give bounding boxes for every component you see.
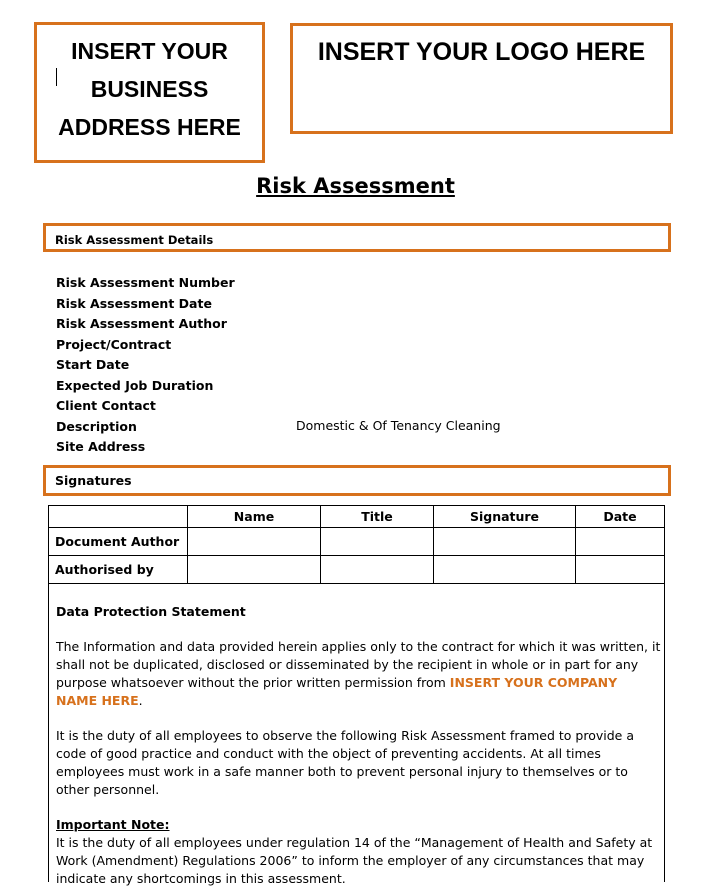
company-name-placeholder: INSERT YOUR COMPANY NAME HERE xyxy=(56,675,618,708)
details-field-list xyxy=(56,273,235,458)
important-note-text: It is the duty of all employees under regulation 14 of the “Management of Health and Safety at Work (Amendment) Regulations 2006” to inform the employer of any circumstances that may indicate any shortcomings in this assessment. xyxy=(56,835,653,886)
author-signature-cell[interactable] xyxy=(434,528,576,556)
statement-text-end: . xyxy=(138,693,143,708)
statement-paragraph xyxy=(56,638,662,710)
text-cursor xyxy=(56,68,57,86)
field-label: Risk Assessment Date xyxy=(56,295,212,311)
field-label: Risk Assessment Author xyxy=(56,316,227,331)
authoriser-title-cell[interactable] xyxy=(321,556,434,584)
table-header-empty xyxy=(49,506,188,528)
table-row xyxy=(49,556,665,584)
field-label: Start Date xyxy=(56,357,130,372)
row-label-authorised-by: Authorised by xyxy=(49,556,188,584)
address-line: ADDRESS HERE xyxy=(58,114,241,140)
signatures-section-box xyxy=(43,465,671,496)
data-protection-statement xyxy=(56,603,662,888)
signatures-table xyxy=(48,505,665,584)
address-line: BUSINESS xyxy=(90,76,209,102)
column-header-date: Date xyxy=(576,506,665,528)
business-address-placeholder xyxy=(34,32,265,146)
duty-paragraph: It is the duty of all employees to observe the following Risk Assessment framed to provide a code of good practice and conduct with the object of preventing accidents. At all times employees must work in a safe manner both to prevent personal injury to themselves or to other personnel. xyxy=(56,728,634,797)
field-label: Client Contact xyxy=(56,398,156,413)
authoriser-date-cell[interactable] xyxy=(576,556,665,584)
address-line: INSERT YOUR xyxy=(71,38,228,64)
row-label-document-author: Document Author xyxy=(49,528,188,556)
document-title: Risk Assessment xyxy=(256,174,455,198)
field-label: Risk Assessment Number xyxy=(56,275,235,290)
column-header-title: Title xyxy=(321,506,434,528)
description-value: Domestic & Of Tenancy Cleaning xyxy=(296,418,501,433)
field-label: Project/Contract xyxy=(56,336,172,352)
table-header-row xyxy=(49,506,665,528)
author-name-cell[interactable] xyxy=(188,528,321,556)
authoriser-name-cell[interactable] xyxy=(188,556,321,584)
field-label: Expected Job Duration xyxy=(56,377,214,393)
logo-placeholder: INSERT YOUR LOGO HERE xyxy=(317,38,646,66)
details-heading: Risk Assessment Details xyxy=(55,233,214,245)
signatures-heading: Signatures xyxy=(55,473,132,488)
statement-heading: Data Protection Statement xyxy=(56,604,246,619)
author-date-cell[interactable] xyxy=(576,528,665,556)
statement-text: The Information and data provided herein applies only to the contract for which it was written, it shall not be duplicated, disclosed or disseminated by the recipient in whole or in part for any purpose whatsoever without the prior written permission from xyxy=(56,639,661,690)
important-note-heading: Important Note: xyxy=(56,817,170,832)
table-row xyxy=(49,528,665,556)
field-label: Site Address xyxy=(56,439,146,454)
column-header-signature: Signature xyxy=(434,506,576,528)
field-label: Description xyxy=(56,418,137,434)
authoriser-signature-cell[interactable] xyxy=(434,556,576,584)
column-header-name: Name xyxy=(188,506,321,528)
author-title-cell[interactable] xyxy=(321,528,434,556)
